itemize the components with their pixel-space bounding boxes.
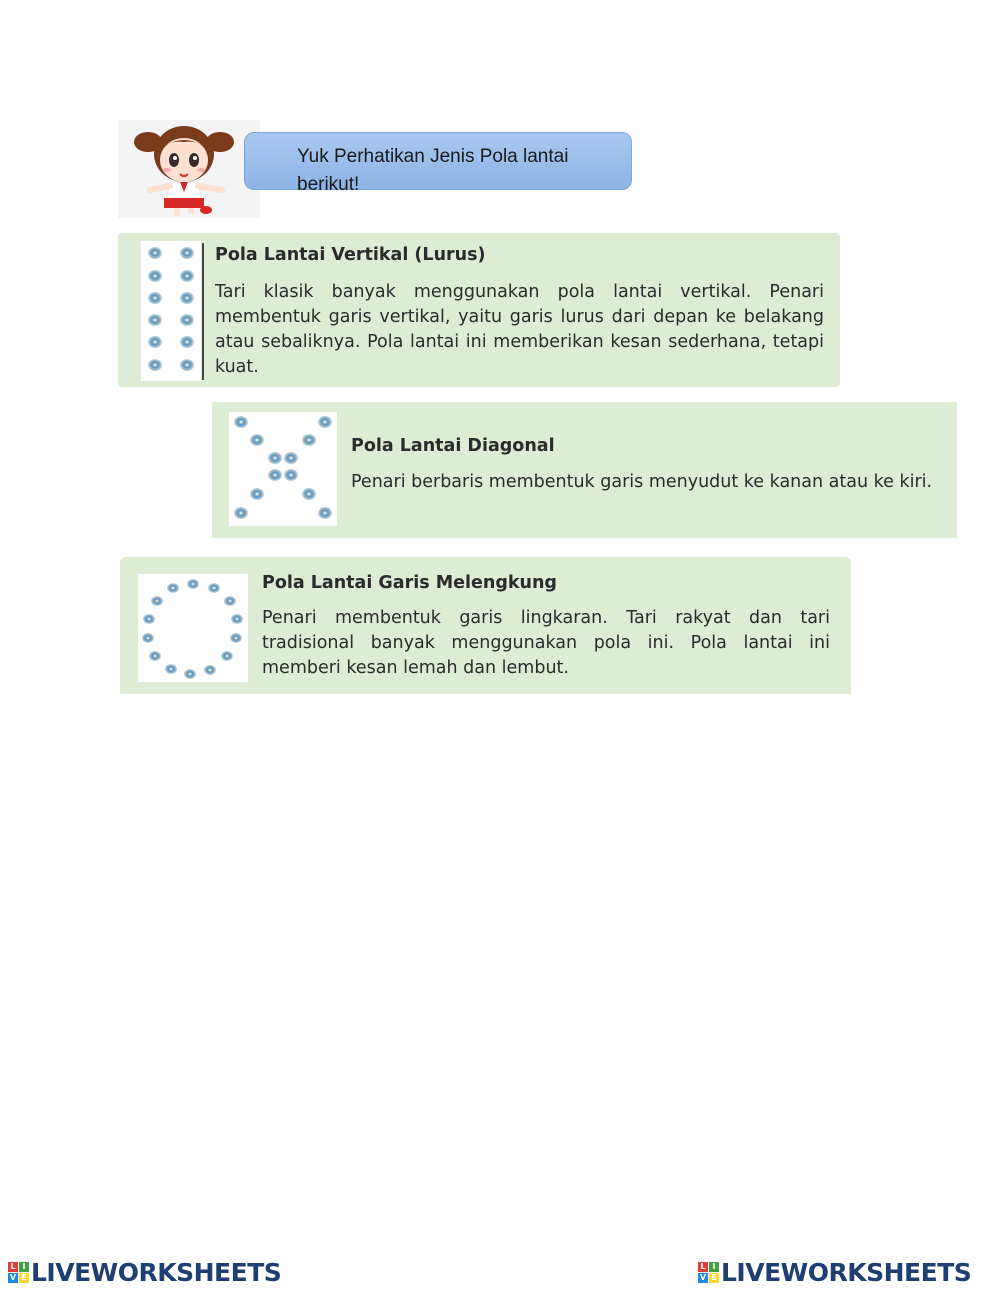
liveworksheets-logo[interactable] [698, 1258, 971, 1287]
card-body: Penari membentuk garis lingkaran. Tari rakyat dan tari tradisional banyak menggunakan pola ini. Pola lantai ini memberi kesan lemah dan lembut. [262, 608, 830, 678]
liveworksheets-mark-icon: L I V E [698, 1262, 719, 1283]
vertical-pattern-icon [141, 241, 201, 381]
girl-mascot-illustration [118, 120, 260, 218]
circle-pattern-icon [138, 574, 248, 682]
logo-text: LIVEWORKSHEETS [31, 1258, 282, 1287]
card-title: Pola Lantai Garis Melengkung [262, 573, 557, 593]
card-title: Pola Lantai Diagonal [351, 436, 555, 456]
girl-mascot-icon [118, 120, 260, 218]
diagonal-pattern-icon [229, 412, 337, 526]
speech-banner [244, 132, 632, 195]
liveworksheets-logo[interactable] [8, 1258, 281, 1287]
liveworksheets-mark-icon: L I V E [8, 1262, 29, 1283]
card-body: Penari berbaris membentuk garis menyudut ke kanan atau ke kiri. [351, 472, 933, 492]
card-body: Tari klasik banyak menggunakan pola lantai vertikal. Penari membentuk garis vertikal, yaitu garis lurus dari depan ke belakang atau sebaliknya. Pola lantai ini memberikan kesan sederhana, tetapi kuat. [215, 282, 824, 377]
divider [202, 243, 204, 380]
banner-text: Yuk Perhatikan Jenis Pola lantai berikut! [297, 146, 569, 195]
card-title: Pola Lantai Vertikal (Lurus) [215, 245, 486, 265]
logo-text: LIVEWORKSHEETS [721, 1258, 972, 1287]
